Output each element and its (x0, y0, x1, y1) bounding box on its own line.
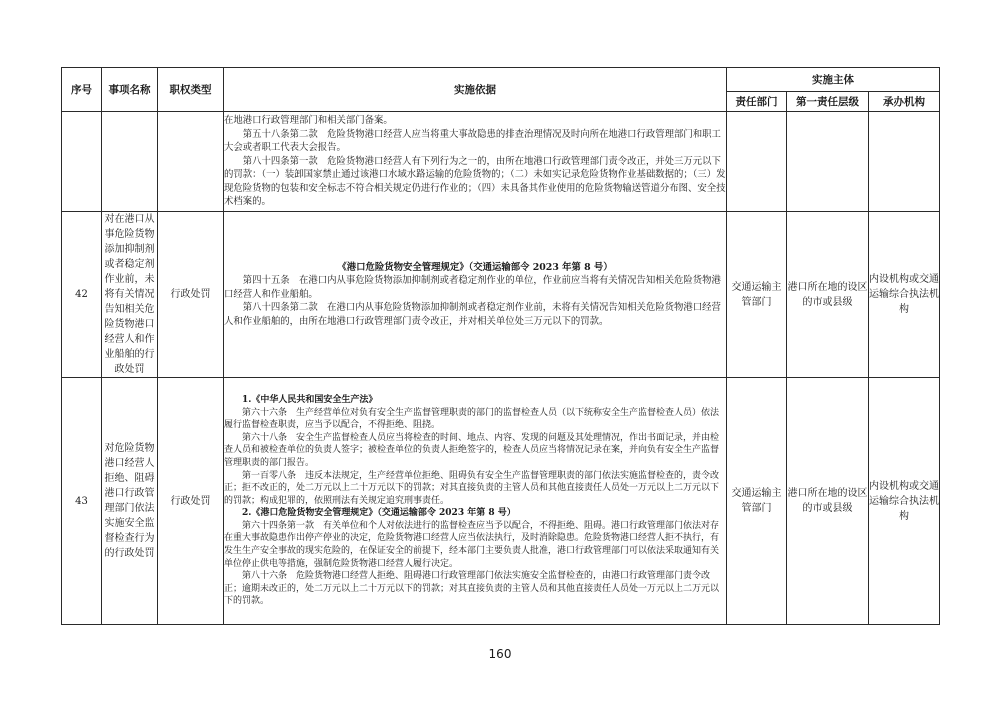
row-item-name: 对危险货物港口经营人拒绝、阻碍港口行政管理部门依法实施安全监督检查行为的行政处罚 (102, 378, 158, 625)
basis-para: 第一百零八条 违反本法规定，生产经营单位拒绝、阻碍负有安全生产监督管理职责的部门依法实施监督检查的，责令改正；拒不改正的，处二万元以上二十万元以下的罚款；对其直接负责的主管人员和其他直接责任人员处一万元以上二万元以下的罚款；构成犯罪的，依照刑法有关规定追究刑事责任。 (224, 470, 720, 506)
row-resp-dept: 交通运输主管部门 (727, 378, 787, 625)
cont-level-cell (787, 112, 869, 212)
table-row-42 (62, 212, 940, 378)
cont-name-cell (102, 112, 158, 212)
page-number: 160 (488, 647, 512, 661)
row-power-type: 行政处罚 (158, 378, 224, 625)
basis-line: 在地港口行政管理部门和相关部门备案。 (224, 114, 393, 126)
basis-line: 第八十四条第一款 危险货物港口经营人有下列行为之一的，由所在地港口行政管理部门责令改正，并处三万元以下的罚款：（一）装卸国家禁止通过该港口水域水路运输的危险货物的；（二）未如实记录危险货物作业基础数据的；（三）发现危险货物的包装和安全标志不符合相关规定仍进行作业的；（四）未具备其作业使用的危险货物输送管道分布图、安全技术档案的。 (224, 155, 726, 208)
header-power-type: 职权类型 (158, 68, 224, 112)
table-row-43 (62, 378, 940, 625)
cont-agency-cell (869, 112, 940, 212)
row-first-level: 港口所在地的设区的市或县级 (787, 212, 869, 378)
basis-para: 第六十四条第一款 有关单位和个人对依法进行的监督检查应当予以配合，不得拒绝、阻碍。港口行政管理部门依法对存在重大事故隐患作出停产停业的决定，危险货物港口经营人应当依法执行，及时消除隐患。危险货物港口经营人拒不执行，有发生生产安全事故的现实危险的，在保证安全的前提下，经本部门主要负责人批准，港口行政管理部门可以依法采取通知有关单位停止供电等措施，强制危险货物港口经营人履行决定。 (224, 520, 720, 569)
basis-line: 第五十八条第二款 危险货物港口经营人应当将重大事故隐患的排查治理情况及时向所在地港口行政管理部门和职工大会或者职工代表大会报告。 (224, 128, 721, 154)
row-agency: 内设机构或交通运输综合执法机构 (869, 378, 940, 625)
header-first-level: 第一责任层级 (787, 92, 869, 112)
cont-dept-cell (727, 112, 787, 212)
basis-para: 第四十五条 在港口内从事危险货物添加抑制剂或者稳定剂作业的单位，作业前应当将有关情况告知相关危险货物港口经营人和作业船舶。 (224, 275, 721, 300)
basis-title: 《港口危险货物安全管理规定》（交通运输部令 2023 年第 8 号） (337, 261, 613, 273)
basis-title: 1.《中华人民共和国安全生产法》 (242, 394, 378, 405)
cont-type-cell (158, 112, 224, 212)
cont-seq-cell (62, 112, 102, 212)
row-agency: 内设机构或交通运输综合执法机构 (869, 212, 940, 378)
row-resp-dept: 交通运输主管部门 (727, 212, 787, 378)
header-basis: 实施依据 (224, 68, 727, 112)
row-item-name: 对在港口从事危险货物添加抑制剂或者稳定剂作业前，未将有关情况告知相关危险货物港口经营人和作业船舶的行政处罚 (102, 212, 158, 378)
row-first-level: 港口所在地的设区的市或县级 (787, 378, 869, 625)
cont-basis-cell (224, 112, 727, 212)
header-item-name: 事项名称 (102, 68, 158, 112)
basis-para: 第六十六条 生产经营单位对负有安全生产监督管理职责的部门的监督检查人员（以下统称安全生产监督检查人员）依法履行监督检查职责，应当予以配合，不得拒绝、阻挠。 (224, 407, 720, 431)
header-subject: 实施主体 (727, 68, 940, 92)
row-basis (224, 378, 727, 625)
basis-para: 第八十六条 危险货物港口经营人拒绝、阻碍港口行政管理部门依法实施安全监督检查的，由港口行政管理部门责令改正；逾期未改正的，处二万元以上二十万元以下的罚款；对其直接负责的主管人员和其他直接责任人员处一万元以上二万元以下的罚款。 (224, 571, 720, 607)
row-seq: 43 (62, 378, 102, 625)
header-agency: 承办机构 (869, 92, 940, 112)
row-basis (224, 212, 727, 378)
header-resp-dept: 责任部门 (727, 92, 787, 112)
basis-para: 第八十四条第二款 在港口内从事危险货物添加抑制剂或者稳定剂作业前，未将有关情况告知相关危险货物港口经营人和作业船舶的，由所在地港口行政管理部门责令改正，并对相关单位处三万元以下的罚款。 (224, 302, 721, 327)
power-list-table (61, 67, 940, 625)
row-seq: 42 (62, 212, 102, 378)
table-row-continuation (62, 112, 940, 212)
header-seq: 序号 (62, 68, 102, 112)
basis-title: 2.《港口危险货物安全管理规定》（交通运输部令 2023 年第 8 号） (242, 508, 516, 519)
row-power-type: 行政处罚 (158, 212, 224, 378)
basis-para: 第六十八条 安全生产监督检查人员应当将检查的时间、地点、内容、发现的问题及其处理情况，作出书面记录，并由检查人员和被检查单位的负责人签字；被检查单位的负责人拒绝签字的，检查人员应当将情况记录在案，并向负有安全生产监督管理职责的部门报告。 (224, 432, 720, 468)
